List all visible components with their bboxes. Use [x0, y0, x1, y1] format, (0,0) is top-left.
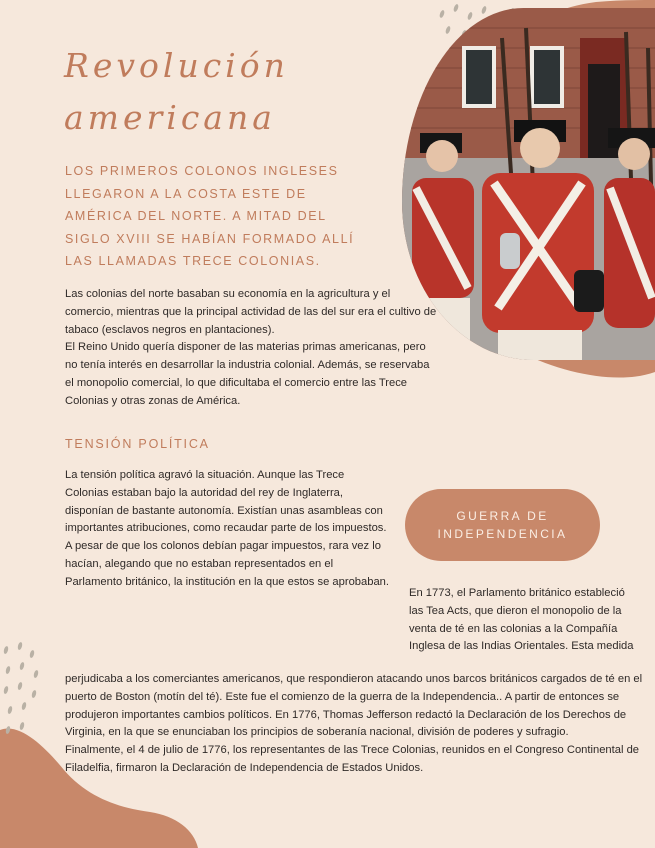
- guerra-heading-line-2: INDEPENDENCIA: [437, 527, 568, 541]
- title-line-2: americana: [64, 98, 276, 137]
- intro-paragraph-economy: Las colonias del norte basaban su economía en la agricultura y el comercio, mientras que la principal actividad de las del sur era el cultivo de tabaco (esclavos negros en plantaciones).: [65, 288, 437, 336]
- intro-paragraph-monopoly: El Reino Unido quería disponer de las materias primas americanas, pero no tenía interés en desarrollar la industria colonial. Además, se reservaba el monopolio comercial, lo que dificultaba el comercio entre las Trece Colonias y otras zonas de América.: [65, 341, 430, 407]
- title-line-1: Revolución: [64, 46, 289, 85]
- guerra-paragraph-start: [409, 585, 641, 656]
- guerra-paragraph-cont-text: perjudicaba a los comerciantes americanos, que respondieron atacando unos barcos británicos cargados de té en el puerto de Boston (motín del té). Este fue el comienzo de la guerra de la Independencia.. A partir de entonces se produjeron importantes cambios políticos. En 1776, Thomas Jefferson redactó la Declaración de los Derechos de Virginia, en la que se enunciaban los principios de soberanía nacional, división de poderes y sufragio.: [65, 673, 643, 739]
- tension-paragraph: [65, 467, 390, 592]
- soldiers-photo: [402, 8, 655, 360]
- guerra-paragraph-start-text: En 1773, el Parlamento británico estableció las Tea Acts, que dieron el monopolio de la venta de té en las colonias a la Compañía Inglesa de las Indias Orientales. Esta medida: [409, 587, 634, 653]
- decorative-dots-bottom: [0, 640, 45, 750]
- section-heading-tension: TENSIÓN POLÍTICA: [65, 437, 210, 451]
- section-heading-guerra-badge: [405, 489, 600, 561]
- page-title: [64, 40, 289, 144]
- guerra-heading-line-1: GUERRA DE: [456, 509, 549, 523]
- guerra-paragraph-final-text: Finalmente, el 4 de julio de 1776, los representantes de las Trece Colonias, reunidos en el Congreso Continental de Filadelfia, firmaron la Declaración de Independencia de Estados Unidos.: [65, 744, 640, 774]
- lead-text: LOS PRIMEROS COLONOS INGLESES LLEGARON A LA COSTA ESTE DE AMÉRICA DEL NORTE. A MITAD DEL SIGLO XVIII SE HABÍAN FORMADO ALLÍ LAS LLAMADAS TRECE COLONIAS.: [65, 164, 355, 269]
- guerra-paragraph-cont: [65, 671, 645, 778]
- tension-paragraph-text: La tensión política agravó la situación. Aunque las Trece Colonias estaban bajo la autoridad del rey de Inglaterra, disponían de bastante autonomía. Existían unas asambleas con importantes atribuciones, como recaudar parte de los impuestos. A pesar de que los colonos debían pagar impuestos, rara vez lo hacían, alegando que no estaban representados en el Parlamento británico, la institución en la que estos se aprobaban.: [65, 469, 390, 588]
- intro-paragraph: [65, 286, 437, 411]
